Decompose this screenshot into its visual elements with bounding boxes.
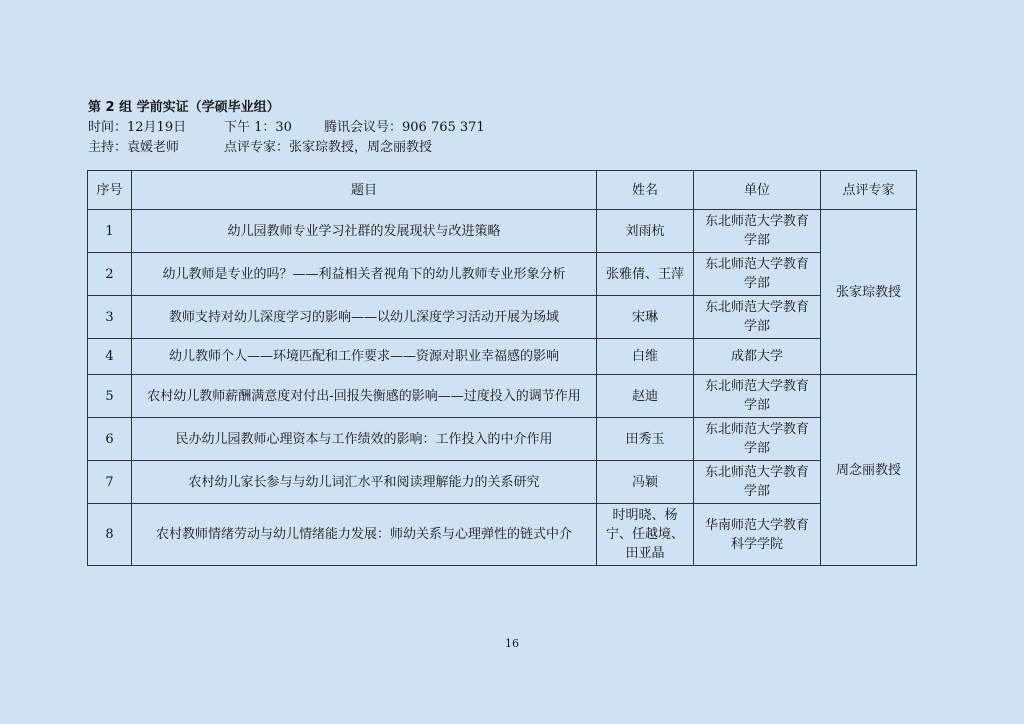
session-host-row bbox=[88, 138, 485, 158]
author-name: 刘雨杭 bbox=[597, 210, 694, 253]
session-time: 下午 1：30 bbox=[224, 120, 292, 135]
reviewer-expert: 周念丽教授 bbox=[821, 375, 917, 566]
meeting-id: 腾讯会议号：906 765 371 bbox=[324, 120, 485, 135]
author-name: 时明晓、杨宁、任越境、田亚晶 bbox=[597, 504, 694, 566]
col-header-unit: 单位 bbox=[694, 171, 821, 210]
author-unit: 东北师范大学教育学部 bbox=[694, 253, 821, 296]
author-name: 田秀玉 bbox=[597, 418, 694, 461]
table-row bbox=[88, 504, 917, 566]
author-name: 宋琳 bbox=[597, 296, 694, 339]
paper-title: 幼儿园教师专业学习社群的发展现状与改进策略 bbox=[132, 210, 597, 253]
session-time-row bbox=[88, 118, 485, 138]
author-name: 白维 bbox=[597, 339, 694, 375]
table-header-row bbox=[88, 171, 917, 210]
author-unit: 东北师范大学教育学部 bbox=[694, 375, 821, 418]
paper-title: 幼儿教师是专业的吗？——利益相关者视角下的幼儿教师专业形象分析 bbox=[132, 253, 597, 296]
session-date: 时间：12月19日 bbox=[88, 120, 187, 135]
row-number: 8 bbox=[88, 504, 132, 566]
table-row bbox=[88, 418, 917, 461]
row-number: 7 bbox=[88, 461, 132, 504]
paper-title: 幼儿教师个人——环境匹配和工作要求——资源对职业幸福感的影响 bbox=[132, 339, 597, 375]
table-row bbox=[88, 253, 917, 296]
schedule-table bbox=[87, 170, 917, 566]
author-name: 冯颖 bbox=[597, 461, 694, 504]
col-header-title: 题目 bbox=[132, 171, 597, 210]
author-unit: 华南师范大学教育科学学院 bbox=[694, 504, 821, 566]
row-number: 3 bbox=[88, 296, 132, 339]
row-number: 5 bbox=[88, 375, 132, 418]
session-header bbox=[88, 98, 485, 158]
reviewer-expert: 张家琮教授 bbox=[821, 210, 917, 375]
row-number: 1 bbox=[88, 210, 132, 253]
table-row bbox=[88, 210, 917, 253]
author-unit: 东北师范大学教育学部 bbox=[694, 210, 821, 253]
paper-title: 教师支持对幼儿深度学习的影响——以幼儿深度学习活动开展为场域 bbox=[132, 296, 597, 339]
col-header-no: 序号 bbox=[88, 171, 132, 210]
table-row bbox=[88, 375, 917, 418]
session-title: 第 2 组 学前实证（学硕毕业组） bbox=[88, 100, 280, 115]
row-number: 4 bbox=[88, 339, 132, 375]
author-unit: 东北师范大学教育学部 bbox=[694, 296, 821, 339]
author-unit: 东北师范大学教育学部 bbox=[694, 461, 821, 504]
row-number: 6 bbox=[88, 418, 132, 461]
session-reviewers: 点评专家：张家琮教授，周念丽教授 bbox=[224, 140, 433, 155]
table-row bbox=[88, 461, 917, 504]
author-name: 赵迪 bbox=[597, 375, 694, 418]
table-row bbox=[88, 339, 917, 375]
paper-title: 农村幼儿教师薪酬满意度对付出-回报失衡感的影响——过度投入的调节作用 bbox=[132, 375, 597, 418]
author-unit: 成都大学 bbox=[694, 339, 821, 375]
col-header-name: 姓名 bbox=[597, 171, 694, 210]
paper-title: 农村幼儿家长参与与幼儿词汇水平和阅读理解能力的关系研究 bbox=[132, 461, 597, 504]
row-number: 2 bbox=[88, 253, 132, 296]
author-name: 张雅倩、王萍 bbox=[597, 253, 694, 296]
paper-title: 农村教师情绪劳动与幼儿情绪能力发展：师幼关系与心理弹性的链式中介 bbox=[132, 504, 597, 566]
page-number: 16 bbox=[505, 637, 519, 650]
author-unit: 东北师范大学教育学部 bbox=[694, 418, 821, 461]
paper-title: 民办幼儿园教师心理资本与工作绩效的影响：工作投入的中介作用 bbox=[132, 418, 597, 461]
col-header-expert: 点评专家 bbox=[821, 171, 917, 210]
session-host: 主持：袁媛老师 bbox=[88, 140, 180, 155]
table-row bbox=[88, 296, 917, 339]
